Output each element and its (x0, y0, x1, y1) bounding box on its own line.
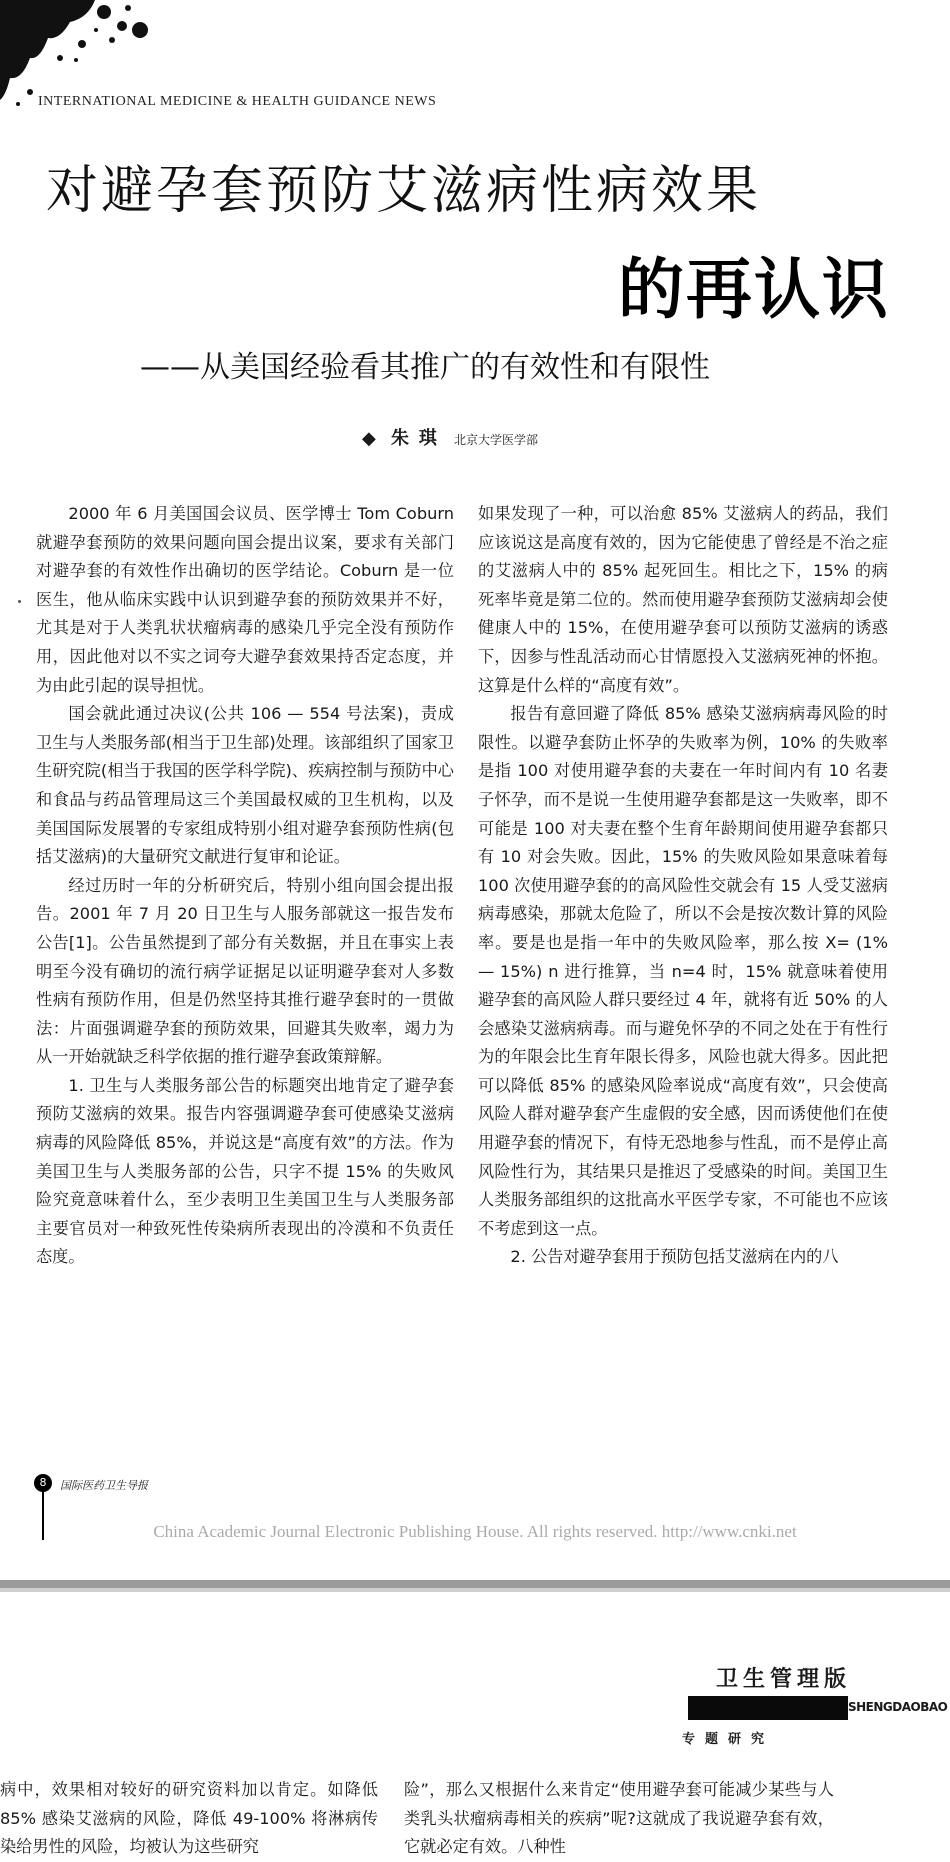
paragraph: 经过历时一年的分析研究后，特别小组向国会提出报告。2001 年 7 月 20 日卫生与人服务部就这一报告发布公告[1]。公告虽然提到了部分有关数据，并且在事实上表明至今没有确切的流行病学证据足以证明避孕套对人多数性病有预防作用，但是仍然坚持其推行避孕套时的一贯做法：片面强调避孕套的预防效果，回避其失败率，竭力为从一开始就缺乏科学依据的推行避孕套政策辩解。 (36, 875, 454, 1067)
article-title-line1: 对避孕套预防艾滋病性病效果 (46, 161, 762, 221)
author-marker: ◆ (362, 428, 376, 449)
copyright-notice: China Academic Journal Electronic Publishing House. All rights reserved. http://www.cnki.net (153, 1522, 797, 1541)
page-divider (0, 1580, 950, 1588)
paragraph: 如果发现了一种，可以治愈 85% 艾滋病人的药品，我们应该说这是高度有效的，因为它能使患了曾经是不治之症的艾滋病人中的 85% 起死回生。相比之下，15% 的病死率毕竟是第二位的。然而使用避孕套预防艾滋病却会使健康人中的 15%，在使用避孕套可以预防艾滋病的诱惑下，因参与性乱活动而心甘情愿投入艾滋病死神的怀抱。这算是什么样的“高度有效”。 (478, 504, 888, 695)
article-title-line2: 的再认识 (618, 251, 890, 328)
footer-journal-name: 国际医药卫生导报 (60, 1479, 148, 1492)
next-page-edition: 卫生管理版 (716, 1667, 852, 1692)
page-divider-shadow (0, 1588, 950, 1592)
next-page-column-right (404, 1776, 834, 1857)
article-subtitle: ——从美国经验看其推广的有效性和有限性 (140, 350, 710, 385)
author-line (362, 424, 538, 450)
paragraph: 病中，效果相对较好的研究资料加以肯定。如降低 85% 感染艾滋病的风险，降低 49-100% 将淋病传染给男性的风险，均被认为这些研究 (0, 1780, 378, 1857)
next-page-column-left (0, 1776, 378, 1857)
paragraph: 报告有意回避了降低 85% 感染艾滋病病毒风险的时限性。以避孕套防止怀孕的失败率为例，10% 的失败率是指 100 对使用避孕套的夫妻在一年时间内有 10 名妻子怀孕，而不是说一生使用避孕套都是这一失败率，即不可能是 100 对夫妻在整个生育年龄期间使用避孕套都只有 10 对会失败。因此，15% 的失败风险如果意味着每 100 次使用避孕套的的高风险性交就会有 15 人受艾滋病病毒感染，那就太危险了，所以不会是按次数计算的风险率。要是也是指一年中的失败风险率，那么按 X= (1% — 15%) n 进行推算，当 n=4 时，15% 就意味着使用避孕套的高风险人群只要经过 4 年，就将有近 50% 的人会感染艾滋病病毒。而与避免怀孕的不同之处在于有性行为的年限会比生育年限长得多，风险也就大得多。因此把可以降低 85% 的感染风险率说成“高度有效”，只会使高风险人群对避孕套产生虚假的安全感，因而诱使他们在使用避孕套的情况下，有恃无恐地参与性乱，而不是停止高风险性行为，其结果只是推迟了受感染的时间。美国卫生人类服务部组织的这批高水平医学专家，不可能也不应该不考虑到这一点。 (478, 704, 888, 1238)
paragraph: 1. 卫生与人类服务部公告的标题突出地肯定了避孕套预防艾滋病的效果。报告内容强调避孕套可使感染艾滋病病毒的风险降低 85%，并说这是“高度有效”的方法。作为美国卫生与人类服务部的公告，只字不提 15% 的失败风险究竟意味着什么，至少表明卫生美国卫生与人类服务部主要官员对一种致死性传染病所表现出的冷漠和不负责任态度。 (36, 1075, 454, 1267)
page-number-badge: 8 (34, 1474, 52, 1492)
body-column-left (36, 500, 454, 1384)
magazine-header-english: INTERNATIONAL MEDICINE & HEALTH GUIDANCE NEWS (38, 94, 437, 109)
body-column-right (478, 500, 888, 1384)
paragraph: 国会就此通过决议(公共 106 — 554 号法案)，责成卫生与人类服务部(相当于卫生部)处理。该部组织了国家卫生研究院(相当于我国的医学科学院)、疾病控制与预防中心和食品与药品管理局这三个美国最权威的卫生机构，以及美国国际发展署的专家组成特别小组对避孕套预防性病(包括艾滋病)的大量研究文献进行复审和论证。 (36, 704, 454, 867)
speck (18, 600, 21, 603)
paragraph: 2000 年 6 月美国国会议员、医学博士 Tom Coburn 就避孕套预防的效果问题向国会提出议案，要求有关部门对避孕套的有效性作出确切的医学结论。Coburn 是一位医生，他从临床实践中认识到避孕套的预防效果并不好，尤其是对于人类乳状状瘤病毒的感染几乎完全没有预防作用，因此他对以不实之词夸大避孕套效果持否定态度，并为由此引起的误导担忧。 (36, 504, 454, 695)
next-page-black-bar (688, 1696, 848, 1720)
paragraph: 险”，那么又根据什么来肯定“使用避孕套可能减少某些与人类乳头状瘤病毒相关的疾病”呢?这就成了我说避孕套有效，它就必定有效。八种性 (404, 1780, 834, 1857)
next-page-pinyin: SHENGDAOBAO (848, 1700, 948, 1714)
next-page-section-label: 专题研究 (682, 1732, 775, 1747)
author-affiliation: 北京大学医学部 (454, 433, 539, 447)
paragraph: 2. 公告对避孕套用于预防包括艾滋病在内的八 (510, 1247, 839, 1267)
author-name: 朱琪 (390, 428, 447, 449)
